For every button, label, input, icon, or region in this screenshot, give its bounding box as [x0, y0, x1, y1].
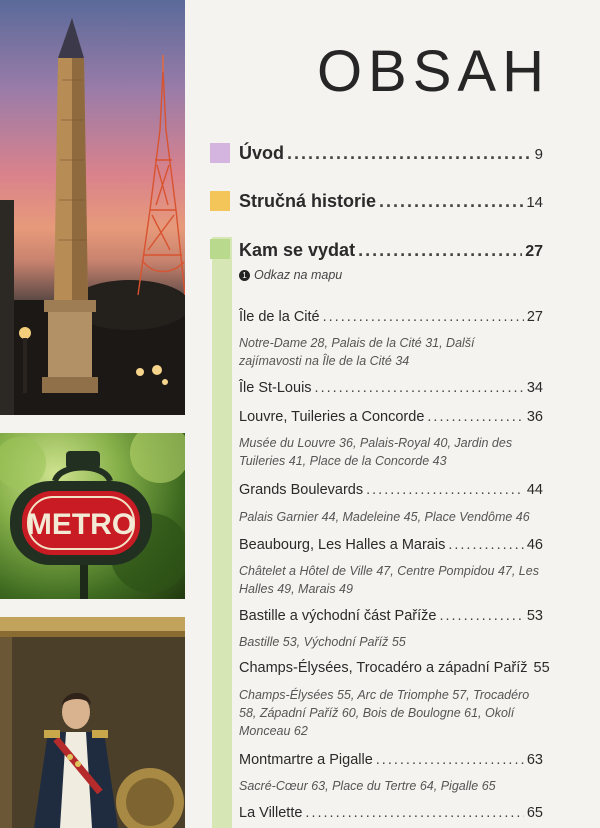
photo-gap [0, 415, 185, 433]
toc-section-louvre[interactable] [239, 409, 543, 425]
toc-section-label: Louvre, Tuileries a Concorde [239, 409, 425, 425]
photo-column [0, 0, 185, 828]
map-reference-note [239, 268, 342, 282]
toc-entry-kam-se-vydat[interactable] [239, 240, 543, 261]
toc-section-bastille[interactable] [239, 608, 543, 624]
toc-section-page: 53 [526, 608, 543, 624]
toc-entry-label: Stručná historie [239, 191, 377, 211]
toc-section-label: Beaubourg, Les Halles a Marais [239, 537, 446, 553]
toc-entry-uvod[interactable] [239, 143, 543, 164]
toc-section-desc: Châtelet a Hôtel de Ville 47, Centre Pompidou 47, Les Halles 49, Marais 49 [239, 564, 539, 596]
color-marker-yellow [210, 191, 230, 211]
napoleon-portrait-photo [0, 617, 185, 828]
toc-section-la-villette[interactable] [239, 805, 543, 821]
toc-leader-dots [376, 752, 524, 768]
toc-entry-page: 9 [534, 146, 543, 163]
toc-entry-label: Kam se vydat [239, 240, 356, 260]
color-marker-purple [210, 143, 230, 163]
section-color-bar [212, 237, 232, 828]
toc-section-page: 34 [526, 380, 543, 396]
toc-section-montmartre[interactable] [239, 752, 543, 768]
toc-section-label: Grands Boulevards [239, 482, 364, 498]
toc-section-desc: Musée du Louvre 36, Palais-Royal 40, Jardin des Tuileries 41, Place de la Concorde 43 [239, 436, 513, 468]
toc-section-desc: Notre-Dame 28, Palais de la Cité 31, Další zajímavosti na Île de la Cité 34 [239, 336, 475, 368]
toc-section-ile-de-la-cite[interactable] [239, 309, 543, 325]
metro-sign-illustration [0, 433, 185, 599]
toc-entry-page: 14 [526, 194, 543, 211]
toc-leader-dots [358, 240, 522, 261]
toc-section-label: Bastille a východní část Paříže [239, 608, 437, 624]
toc-leader-dots [379, 191, 523, 212]
toc-section-grands-boulevards[interactable] [239, 482, 543, 498]
toc-section-desc: Sacré-Cœur 63, Place du Tertre 64, Pigalle 65 [239, 779, 496, 793]
toc-leader-dots [305, 805, 523, 821]
toc-section-page: 46 [526, 537, 543, 553]
eiffel-tower-photo [0, 0, 185, 415]
metro-sign-text: METRO [26, 508, 136, 541]
toc-leader-dots [448, 537, 524, 553]
toc-section-label: Île de la Cité [239, 309, 320, 325]
toc-leader-dots [315, 380, 524, 396]
toc-section-label: Montmartre a Pigalle [239, 752, 373, 768]
toc-section-desc: Bastille 53, Východní Paříž 55 [239, 635, 406, 649]
toc-leader-dots [323, 309, 524, 325]
toc-section-label: Champs-Élysées, Trocadéro a západní Paříž [239, 660, 528, 676]
toc-entry-historie[interactable] [239, 191, 543, 212]
metro-sign-photo [0, 433, 185, 599]
photo-gap [0, 599, 185, 617]
toc-section-page: 27 [526, 309, 543, 325]
toc-section-ile-st-louis[interactable] [239, 380, 543, 396]
toc-entry-page: 27 [525, 243, 543, 260]
toc-entry-label: Úvod [239, 143, 284, 163]
toc-section-champs-elysees[interactable] [239, 660, 550, 676]
page-title: OBSAH [316, 39, 550, 104]
toc-section-label: La Villette [239, 805, 303, 821]
toc-section-desc: Champs-Élysées 55, Arc de Triomphe 57, Trocadéro 58, Západní Paříž 60, Bois de Boulogne 61, Okolí Monceau 62 [239, 688, 530, 738]
eiffel-obelisk-illustration [0, 0, 185, 415]
toc-section-page: 65 [526, 805, 543, 821]
toc-section-page: 55 [533, 660, 550, 676]
toc-section-label: Île St-Louis [239, 380, 312, 396]
map-marker-icon: 1 [239, 270, 250, 281]
toc-leader-dots [287, 143, 532, 164]
toc-section-desc: Palais Garnier 44, Madeleine 45, Place Vendôme 46 [239, 510, 530, 524]
napoleon-illustration [0, 617, 185, 828]
toc-leader-dots [427, 409, 523, 425]
color-marker-green [210, 239, 230, 259]
toc-section-page: 63 [526, 752, 543, 768]
map-reference-text: Odkaz na mapu [254, 268, 343, 282]
toc-section-beaubourg[interactable] [239, 537, 543, 553]
toc-leader-dots [366, 482, 524, 498]
toc-leader-dots [439, 608, 523, 624]
toc-section-page: 44 [526, 482, 543, 498]
toc-section-page: 36 [526, 409, 543, 425]
